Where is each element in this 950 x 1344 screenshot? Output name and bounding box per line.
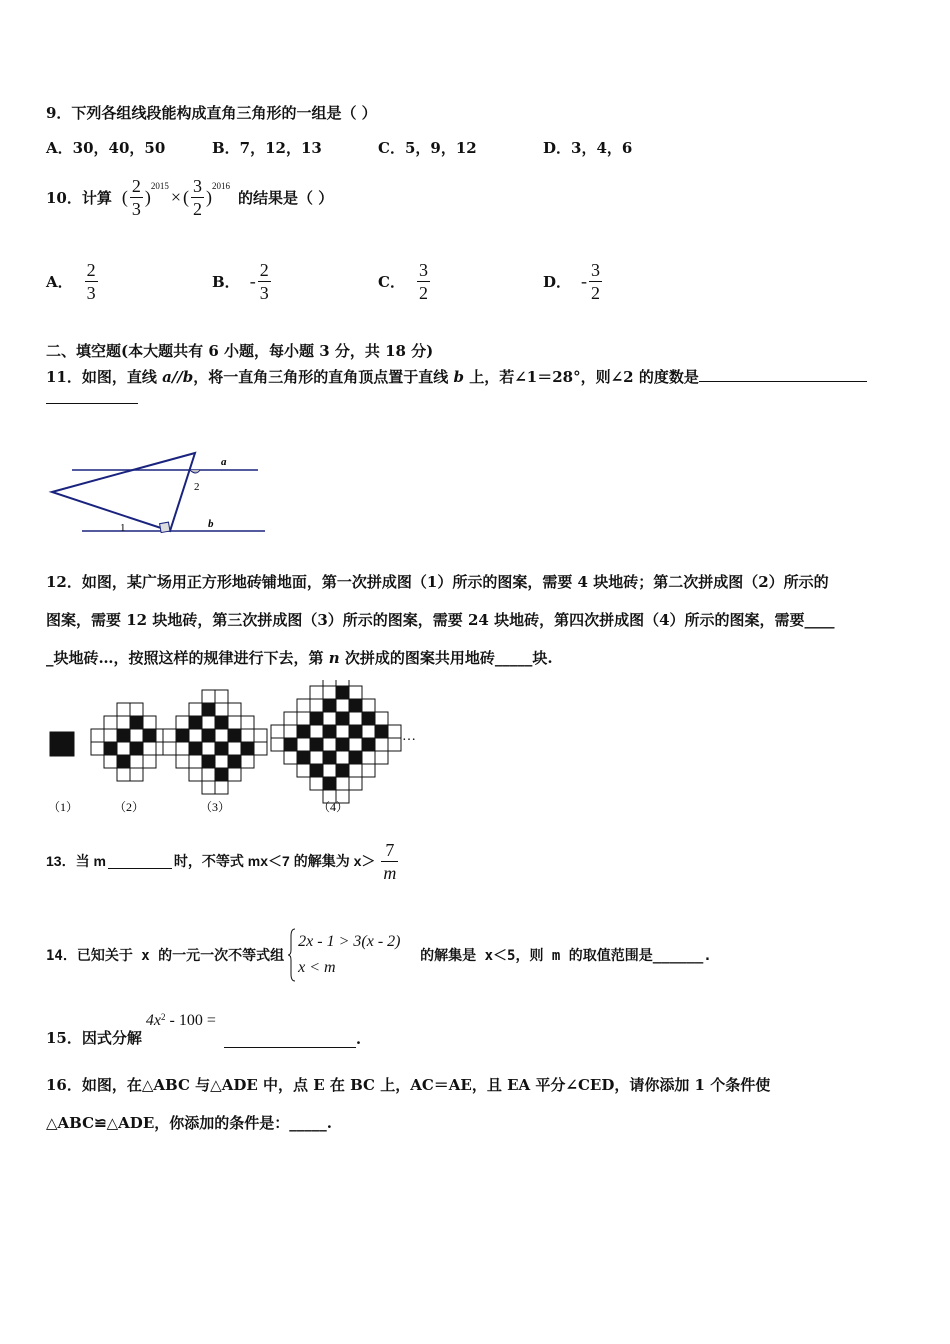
tile <box>228 742 241 755</box>
tile <box>143 755 156 768</box>
tile <box>104 755 117 768</box>
tile <box>349 725 362 738</box>
tile <box>323 777 336 790</box>
tile <box>176 742 189 755</box>
q16-line-2: △ABC≌△ADE，你添加的条件是：_____. <box>46 1114 332 1132</box>
caption-2: （2） <box>114 800 145 814</box>
ellipsis: … <box>402 729 416 744</box>
tile <box>189 716 202 729</box>
tile <box>117 729 130 742</box>
tile <box>323 686 336 699</box>
tile <box>336 751 349 764</box>
tile <box>117 703 130 716</box>
q12-tile-figures <box>40 680 440 820</box>
tile <box>117 768 130 781</box>
tile <box>228 729 241 742</box>
q11-stem: 11．如图，直线 a//b，将一直角三角形的直角顶点置于直线 b 上，若∠1＝28°，则∠2 的度数是 <box>46 366 867 387</box>
tile <box>202 755 215 768</box>
tile <box>130 742 143 755</box>
tile <box>215 729 228 742</box>
tile <box>215 703 228 716</box>
tile <box>143 742 156 755</box>
tile <box>375 751 388 764</box>
tile <box>202 703 215 716</box>
tile <box>215 716 228 729</box>
tile <box>215 755 228 768</box>
tile <box>117 755 130 768</box>
tile <box>130 703 143 716</box>
tile <box>336 712 349 725</box>
tile <box>215 781 228 794</box>
section-heading: 二、填空题(本大题共有 6 小题，每小题 3 分，共 18 分) <box>46 342 434 360</box>
right-angle-mark <box>160 522 170 532</box>
tile <box>176 716 189 729</box>
angle-2-mark <box>190 470 200 473</box>
tile <box>362 725 375 738</box>
q12-line-3: _块地砖…，按照这样的规律进行下去，第 n 次拼成的图案共用地砖_____块. <box>46 649 553 667</box>
q13-stem: 13．当 m 时，不等式 mx＜7 的解集为 x＞ $\frac{7}{m}$ <box>46 839 397 883</box>
q10-option-d: D． - $\frac{3}{2}$ <box>543 259 601 303</box>
tile <box>104 729 117 742</box>
q14-stem: 14．已知关于 x 的一元一次不等式组 2x - 1 > 3(x - 2) x < m 的解集是 x＜5，则 m 的取值范围是______. <box>46 927 712 983</box>
tile <box>323 712 336 725</box>
tile <box>375 712 388 725</box>
tile <box>323 725 336 738</box>
tile <box>336 680 349 686</box>
tile <box>297 751 310 764</box>
tile <box>202 781 215 794</box>
q9-option-a: A．30，40，50 <box>46 139 166 157</box>
label-2: 2 <box>194 481 200 493</box>
q16-line-1: 16．如图，在△ABC 与△ADE 中，点 E 在 BC 上，AC＝AE，且 EA 平分∠CED，请你添加 1 个条件使 <box>46 1076 771 1094</box>
tile <box>241 716 254 729</box>
tile <box>50 744 62 756</box>
tile <box>163 729 176 742</box>
tile <box>228 716 241 729</box>
tile <box>323 738 336 751</box>
tile <box>323 751 336 764</box>
tile <box>310 712 323 725</box>
q10-fraction-1: $\frac{2}{3}$ <box>131 175 141 219</box>
tile <box>336 764 349 777</box>
tile <box>323 764 336 777</box>
tile <box>91 742 104 755</box>
tile <box>336 777 349 790</box>
tile <box>375 725 388 738</box>
label-a: a <box>221 456 227 468</box>
q11-answer-blank <box>46 403 138 404</box>
tile <box>189 703 202 716</box>
tile <box>130 716 143 729</box>
tile <box>349 712 362 725</box>
tile <box>349 699 362 712</box>
tile <box>323 680 336 686</box>
tile <box>297 712 310 725</box>
q10-stem: 10．计算 ( $\frac{2}{3}$ ) 2015 × ( $\frac{3}{2}$ ) 2016 的结果是（ ） <box>46 175 334 219</box>
tile <box>117 742 130 755</box>
tile <box>310 725 323 738</box>
q12-line-2: 图案，需要 12 块地砖，第三次拼成图（3）所示的图案，需要 24 块地砖，第四次拼成图（4）所示的图案，需要____ <box>46 611 835 629</box>
tile <box>349 764 362 777</box>
q12-line-1: 12．如图，某广场用正方形地砖铺地面，第一次拼成图（1）所示的图案，需要 4 块地砖；第二次拼成图（2）所示的 <box>46 573 829 591</box>
q14-inequality-1: 2x - 1 > 3(x - 2) <box>298 933 401 950</box>
tile <box>62 732 74 744</box>
right-triangle <box>52 453 195 531</box>
tile <box>310 699 323 712</box>
tile <box>130 755 143 768</box>
tile <box>310 738 323 751</box>
tile <box>362 712 375 725</box>
q9-option-b: B．7，12，13 <box>212 139 322 157</box>
q11-figure <box>40 440 270 540</box>
tile <box>215 690 228 703</box>
tile <box>284 725 297 738</box>
q9-option-d: D．3，4，6 <box>543 139 633 157</box>
tile <box>310 777 323 790</box>
tile <box>336 699 349 712</box>
tile <box>284 738 297 751</box>
tile <box>336 738 349 751</box>
tile <box>362 699 375 712</box>
brace-icon <box>288 928 296 982</box>
tile <box>336 725 349 738</box>
tile <box>241 742 254 755</box>
q10-prefix: 10．计算 <box>46 188 112 207</box>
tile <box>189 729 202 742</box>
tile <box>176 755 189 768</box>
tile <box>310 686 323 699</box>
tile <box>297 699 310 712</box>
tile <box>241 755 254 768</box>
tile <box>202 716 215 729</box>
tile <box>202 690 215 703</box>
caption-4: （4） <box>318 800 349 814</box>
tile <box>349 738 362 751</box>
q9-stem: 9．下列各组线段能构成直角三角形的一组是（ ） <box>46 104 377 122</box>
tile <box>349 686 362 699</box>
tile <box>284 712 297 725</box>
tile <box>375 738 388 751</box>
tile <box>310 764 323 777</box>
tile <box>215 742 228 755</box>
tile <box>388 725 401 738</box>
tile <box>143 729 156 742</box>
tile <box>297 725 310 738</box>
tile <box>228 703 241 716</box>
caption-3: （3） <box>200 800 231 814</box>
tile <box>202 768 215 781</box>
tile <box>189 768 202 781</box>
tile <box>349 751 362 764</box>
q10-exponent-2: 2016 <box>212 181 231 191</box>
q9-option-c: C．5，9，12 <box>378 139 477 157</box>
tile <box>130 729 143 742</box>
q10-option-a: A． $\frac{2}{3}$ <box>46 259 96 303</box>
tile <box>297 764 310 777</box>
tile <box>388 738 401 751</box>
tile <box>189 755 202 768</box>
tile <box>336 686 349 699</box>
tile <box>254 729 267 742</box>
tile <box>130 768 143 781</box>
tile <box>254 742 267 755</box>
tile <box>241 729 254 742</box>
tile <box>228 755 241 768</box>
q10-exponent-1: 2015 <box>150 181 169 191</box>
q10-fraction-2: $\frac{3}{2}$ <box>193 175 203 219</box>
tile <box>284 751 297 764</box>
caption-1: （1） <box>48 800 79 814</box>
tile <box>362 751 375 764</box>
tile <box>362 738 375 751</box>
label-b: b <box>208 518 214 530</box>
tile <box>310 751 323 764</box>
tile <box>163 742 176 755</box>
tile <box>62 744 74 756</box>
tile <box>271 738 284 751</box>
tile <box>215 768 228 781</box>
tile <box>50 732 62 744</box>
q10-option-b: B． - $\frac{2}{3}$ <box>212 259 269 303</box>
tile <box>323 699 336 712</box>
tile <box>189 742 202 755</box>
tile <box>104 716 117 729</box>
tile <box>202 729 215 742</box>
tile <box>143 716 156 729</box>
q14-inequality-2: x < m <box>298 959 336 976</box>
q15-stem: 15．因式分解 $4x^2 - 100$ = . <box>46 1012 362 1048</box>
tile <box>297 738 310 751</box>
label-1: 1 <box>120 522 126 534</box>
tile <box>104 742 117 755</box>
q10-suffix: 的结果是（ ） <box>238 188 334 207</box>
tile <box>362 764 375 777</box>
tile <box>91 729 104 742</box>
tile <box>117 716 130 729</box>
tile <box>202 742 215 755</box>
tile <box>176 729 189 742</box>
tile <box>271 725 284 738</box>
tile <box>349 777 362 790</box>
tile <box>228 768 241 781</box>
q10-option-c: C． $\frac{3}{2}$ <box>378 259 428 303</box>
